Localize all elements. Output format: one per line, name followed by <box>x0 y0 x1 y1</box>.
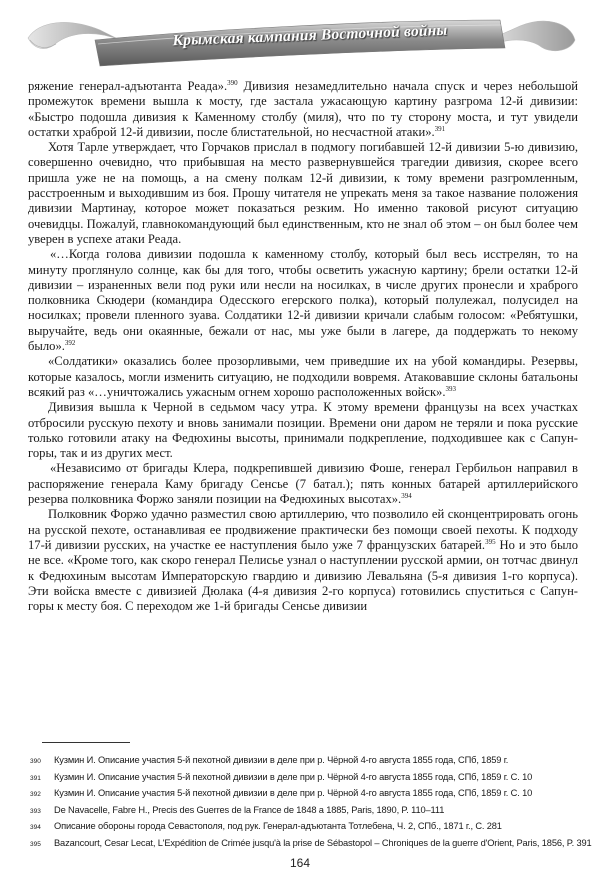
footnote-text: Описание обороны города Севастополя, под рук. Генерал-адъютанта Тотлебена, Ч. 2, СПб., 1871 г., С. 281 <box>54 821 502 832</box>
paragraph-1-text-a: ряжение генерал-адъютанта Реада». <box>28 79 228 93</box>
footnote-text: Кузмин И. Описание участия 5-й пехотной дивизии в деле при р. Чёрной 4-го августа 1855 года, СПб, 1859 г. С. 10 <box>54 788 533 799</box>
paragraph-4-text: «Солдатики» оказались более прозорливыми, чем приведшие их на убой командиры. Резервы, которые казалось, могли изменить ситуацию, не подходили вовремя. Атаковавшие склоны батальоны всякий раз «…уничтожались ужасным огнем хорошо расположенных войск». <box>28 354 578 399</box>
paragraph-1 <box>28 79 578 140</box>
paragraph-2: Хотя Тарле утверждает, что Горчаков прислал в подмогу погибавшей 12-й дивизии 5-ю дивизию, совершенно очевидно, что прибывшая на место развернувшейся трагедии дивизия, скорее всего пришла уже не на помощь, а на смену полкам 12-й дивизии, к тому времени разгромленным, расстроенным и выходившим из боя. Прошу читателя не упрекать меня за такое название положения дивизии Мартинау, которое может показаться резким. Но именно таковой рисуют ситуацию очевидцы. Пожалуй, главнокомандующий был единственным, кто не знал об этом – он был более чем уверен в успехе атаки Реада. <box>28 140 578 246</box>
footnote-text: Кузмин И. Описание участия 5-й пехотной дивизии в деле при р. Чёрной 4-го августа 1855 года, СПб, 1859 г. <box>54 755 509 765</box>
paragraph-4 <box>28 354 578 400</box>
footnote-ref-390: 390 <box>227 79 238 87</box>
chapter-title: Крымская кампания Восточной войны <box>172 21 448 50</box>
footnote-ref-391: 391 <box>434 124 446 133</box>
footnote-number: 395 <box>30 840 41 848</box>
footnote-number: 392 <box>30 791 41 799</box>
footnote-393 <box>30 803 585 820</box>
quote-1-text: «…Когда голова дивизии подошла к каменному столбу, который был весь исстрелян, то на минуту проглянуло солнце, как бы для того, чтобы осветить ужасную картину; брели остатки 12-й дивизии – израненных вели под руки или несли на носилках, в числе других пронесли и храброго полковника Скюдери (командира Одесского егерского полка), который полулежал, полусидел на носилках; провели пленного зуава. Солдатики 12-й дивизии кричали слабым голосом: «Ребятушки, выручайте, ведь они окаянные, бежали от нас, мы уже были в лагере, да поддержать то некому было». <box>28 247 578 354</box>
footnote-394 <box>30 819 585 836</box>
footnote-390 <box>30 753 585 770</box>
footnote-number: 393 <box>30 807 41 815</box>
footnote-text: Кузмин И. Описание участия 5-й пехотной дивизии в деле при р. Чёрной 4-го августа 1855 года, СПб, 1859 г. С. 10 <box>54 771 533 782</box>
footnote-ref-394: 394 <box>401 492 412 501</box>
quote-2-text: «Независимо от бригады Клера, подкрепившей дивизию Фоше, генерал Гербильон направил в распоряжение генерала Каму бригаду Сенсье (7 батал.); пять конных батарей артиллерийского резерва полковника Форжо заняли позиции на Федюхиных высотах». <box>28 461 578 507</box>
footnote-391 <box>30 770 585 787</box>
footnote-ref-395: 395 <box>485 537 496 546</box>
main-text <box>28 79 578 614</box>
footnote-number: 390 <box>30 758 41 765</box>
footnote-number: 394 <box>30 824 41 832</box>
paragraph-7-text-a: Полковник Форжо удачно разместил свою артиллерию, что позволило ей сконцентрировать огонь на русской пехоте, останавливая ее продвижение практически без помощи своей пехоты. К подходу 17-й дивизии русских, на участке ее наступления было уже 7 французских батарей. <box>28 507 578 552</box>
quote-2 <box>28 461 578 507</box>
footnote-395 <box>30 836 592 853</box>
footnote-text: Bazancourt, Cesar Lecat, L'Expédition de Crimée jusqu'à la prise de Sébastopol – Chroniques de la guerre d'Orient, Paris, 1856, P. 391 <box>54 837 592 848</box>
page-number: 164 <box>289 856 311 870</box>
paragraph-7 <box>28 507 578 614</box>
paragraph-1-text-b: Дивизия незамедлительно начала спуск и через небольшой промежуток времени вышла к мосту, где застала ужасающую картину разгрома 12-й дивизии: «Быстро подошла дивизия к Каменному столбу (миля), что по ту сторону моста, и тут увидели остатки храброй 12-й дивизии, после блистательной, но несчастной атаки». <box>28 79 579 139</box>
footnote-number: 391 <box>30 774 41 782</box>
chapter-banner <box>0 0 600 72</box>
footnote-text: De Navacelle, Fabre H., Precis des Guerres de la France de 1848 a 1885, Paris, 1890, P. 110–111 <box>54 804 445 815</box>
footnote-divider <box>42 742 130 743</box>
paragraph-5: Дивизия вышла к Черной в седьмом часу утра. К этому времени французы на всех участках отбросили русскую пехоту и вновь занимали позиции. Времени они даром не теряли и пока русские только готовили атаку на Федюхины высоты, принимали подкрепление, подходившее как с Сапун-горы, так и из других мест. <box>28 400 578 461</box>
footnote-ref-393: 393 <box>445 384 457 393</box>
footnotes <box>30 753 592 853</box>
paragraph-7-text-b: Но и это было не все. «Кроме того, как скоро генерал Пелисье узнал о наступлении русской армии, он тотчас двинул к Федюхиным высотам Императорскую гвардию и дивизию Левальяна (5-я дивизия 1-го корпуса). Эти войска вместе с дивизией Дюлака (4-я дивизия 2-го корпуса) готовились спуститься с Сапун-горы к месту боя. С переходом же 1-й бригады Сенсье дивизии <box>28 537 578 614</box>
quote-1 <box>28 247 578 354</box>
footnote-ref-392: 392 <box>64 339 76 348</box>
footnote-392 <box>30 786 585 803</box>
